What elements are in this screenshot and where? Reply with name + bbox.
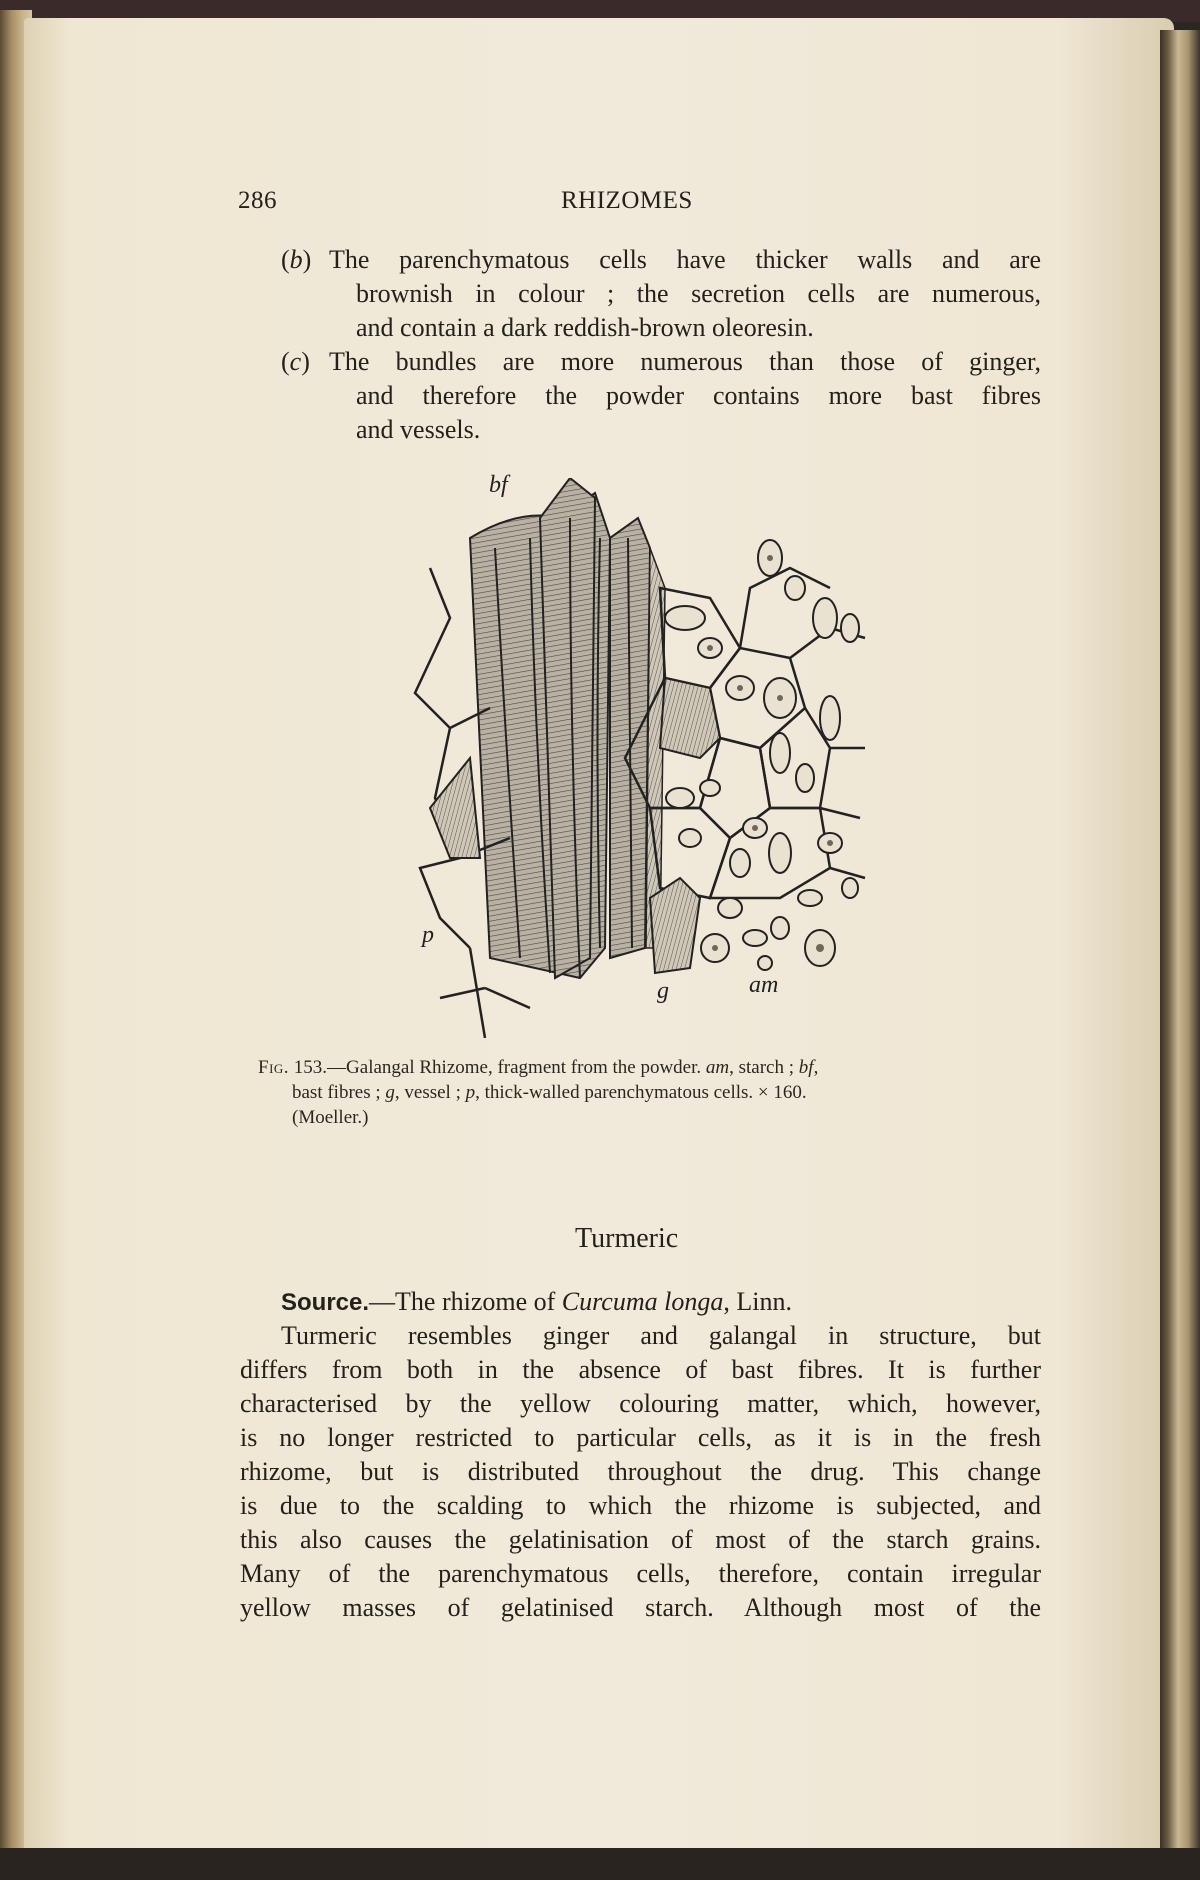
label-p: p [422,922,434,948]
list-item-c-line: and vessels. [356,415,481,444]
figure-galangal-rhizome-drawing [410,472,870,1038]
label-bf: bf [489,472,508,498]
figure-caption-line: (Moeller.) [292,1107,369,1128]
list-item-b-line: and contain a dark reddish-brown oleoresin. [356,313,814,342]
list-item-c-line: The bundles are more numerous than those of ginger, [329,347,1041,376]
page-number: 286 [238,187,277,214]
figure-caption-line: Fig. 153.—Galangal Rhizome, fragment from the powder. am, starch ; bf, [258,1057,819,1078]
source-line: Source.—The rhizome of Curcuma longa, Linn. [281,1287,792,1316]
book-bottom-edge [0,1848,1200,1880]
body-line: Turmeric resembles ginger and galangal in structure, but [281,1321,1041,1350]
book-page-edges-right [1160,30,1200,1870]
label-g: g [657,978,669,1004]
list-item-b-line: brownish in colour ; the secretion cells are numerous, [356,279,1041,308]
body-line: rhizome, but is distributed throughout the drug. This change [240,1457,1041,1486]
list-marker-b: (b) [281,245,312,274]
microscope-illustration [410,478,870,1038]
section-heading: Turmeric [575,1223,679,1254]
body-line: characterised by the yellow colouring matter, which, however, [240,1389,1041,1418]
body-line: this also causes the gelatinisation of most of the starch grains. [240,1525,1041,1554]
body-line: Many of the parenchymatous cells, therefore, contain irregular [240,1559,1041,1588]
body-line: differs from both in the absence of bast fibres. It is further [240,1355,1041,1384]
running-title: RHIZOMES [561,187,693,214]
body-line: yellow masses of gelatinised starch. Although most of the [240,1593,1041,1622]
list-item-b-line: The parenchymatous cells have thicker walls and are [329,245,1041,274]
body-line: is no longer restricted to particular cells, as it is in the fresh [240,1423,1041,1452]
figure-caption-line: bast fibres ; g, vessel ; p, thick-walled parenchymatous cells. × 160. [292,1082,807,1103]
body-line: is due to the scalding to which the rhizome is subjected, and [240,1491,1041,1520]
label-am: am [749,972,779,998]
list-marker-c: (c) [281,347,310,376]
list-item-c-line: and therefore the powder contains more bast fibres [356,381,1041,410]
